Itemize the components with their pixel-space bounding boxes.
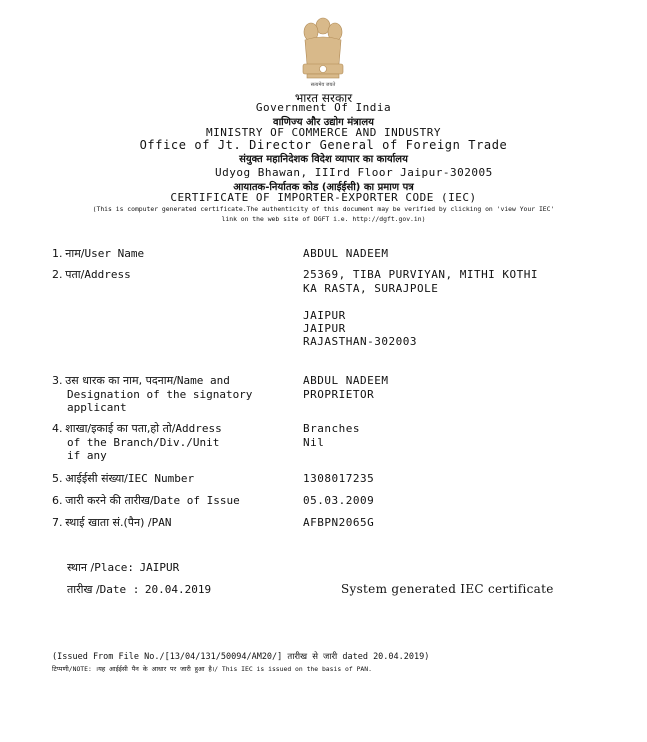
value-address-line-2: KA RASTA, SURAJPOLE: [303, 282, 439, 295]
value-address-line-5: JAIPUR: [303, 322, 346, 335]
certificate-title-english: CERTIFICATE OF IMPORTER-EXPORTER CODE (IEC): [170, 191, 477, 204]
value-signatory-name: ABDUL NADEEM: [303, 374, 389, 387]
emblem-caption: सत्यमेव जयते: [310, 82, 336, 88]
office-address: Udyog Bhawan, IIIrd Floor Jaipur-302005: [215, 166, 493, 179]
row-label-pan: 7. स्थाई खाता सं.(पैन) /PAN: [52, 516, 172, 529]
row-label-address: 2. पता/Address: [52, 268, 131, 281]
country-english: Government Of India: [255, 101, 392, 114]
row-label-date-of-issue: 6. जारी करने की तारीख/Date of Issue: [52, 494, 240, 507]
row-label-branch-line-3: if any: [67, 449, 107, 462]
value-pan: AFBPN2065G: [303, 516, 375, 529]
ministry-hindi: वाणिज्य और उद्योग मंत्रालय: [273, 117, 374, 128]
row-label-signatory-line-3: applicant: [67, 401, 127, 414]
country-hindi: भारत सरकार: [294, 91, 353, 105]
disclaimer-line-2: link on the web site of DGFT i.e. http://dgft.gov.in): [221, 215, 426, 223]
issued-from-file: (Issued From File No./[13/04/131/50094/AM20/] तारीख से जारी dated 20.04.2019): [52, 652, 430, 662]
value-iec-number: 1308017235: [303, 472, 375, 485]
place-line: स्थान /Place: JAIPUR: [67, 561, 180, 574]
value-date-of-issue: 05.03.2009: [303, 494, 375, 507]
disclaimer-line-1: (This is computer generated certificate.The authenticity of this document may be verified by clicking on 'view Your IEC': [92, 205, 555, 213]
row-label-signatory: 3. उस धारक का नाम, पदनाम/Name and: [52, 374, 230, 387]
value-address-line-1: 25369, TIBA PURVIYAN, MITHI KOTHI: [303, 268, 539, 281]
office-english: Office of Jt. Director General of Foreign Trade: [139, 138, 508, 152]
pan-note: टिप्पणी/NOTE: ।यह आईईसी पैन के आधार पर जारी हुआ है।/ This IEC is issued on the basis of PAN.: [52, 665, 372, 673]
ministry-english: MINISTRY OF COMMERCE AND INDUSTRY: [205, 126, 442, 139]
office-hindi: संयुक्त महानिदेशक विदेश व्यापार का कार्यालय: [239, 154, 408, 165]
value-branch-nil: Nil: [303, 436, 325, 449]
value-address-line-4: JAIPUR: [303, 309, 346, 322]
date-line: तारीख /Date : 20.04.2019: [67, 583, 212, 596]
value-signatory-designation: PROPRIETOR: [303, 388, 375, 401]
national-emblem-icon: [293, 12, 353, 92]
row-label-branch: 4. शाखा/इकाई का पता,हो तो/Address: [52, 422, 222, 435]
row-label-user-name: 1. नाम/User Name: [52, 247, 145, 260]
value-branches: Branches: [303, 422, 360, 435]
certificate-title-hindi: आयातक-निर्यातक कोड (आईईसी) का प्रमाण पत्र: [233, 182, 414, 193]
row-label-iec-number: 5. आईईसी संख्या/IEC Number: [52, 472, 195, 485]
value-user-name: ABDUL NADEEM: [303, 247, 389, 260]
row-label-branch-line-2: of the Branch/Div./Unit: [67, 436, 220, 449]
row-label-signatory-line-2: Designation of the signatory: [67, 388, 253, 401]
value-address-line-6: RAJASTHAN-302003: [303, 335, 417, 348]
system-generated-note: System generated IEC certificate: [341, 582, 554, 596]
